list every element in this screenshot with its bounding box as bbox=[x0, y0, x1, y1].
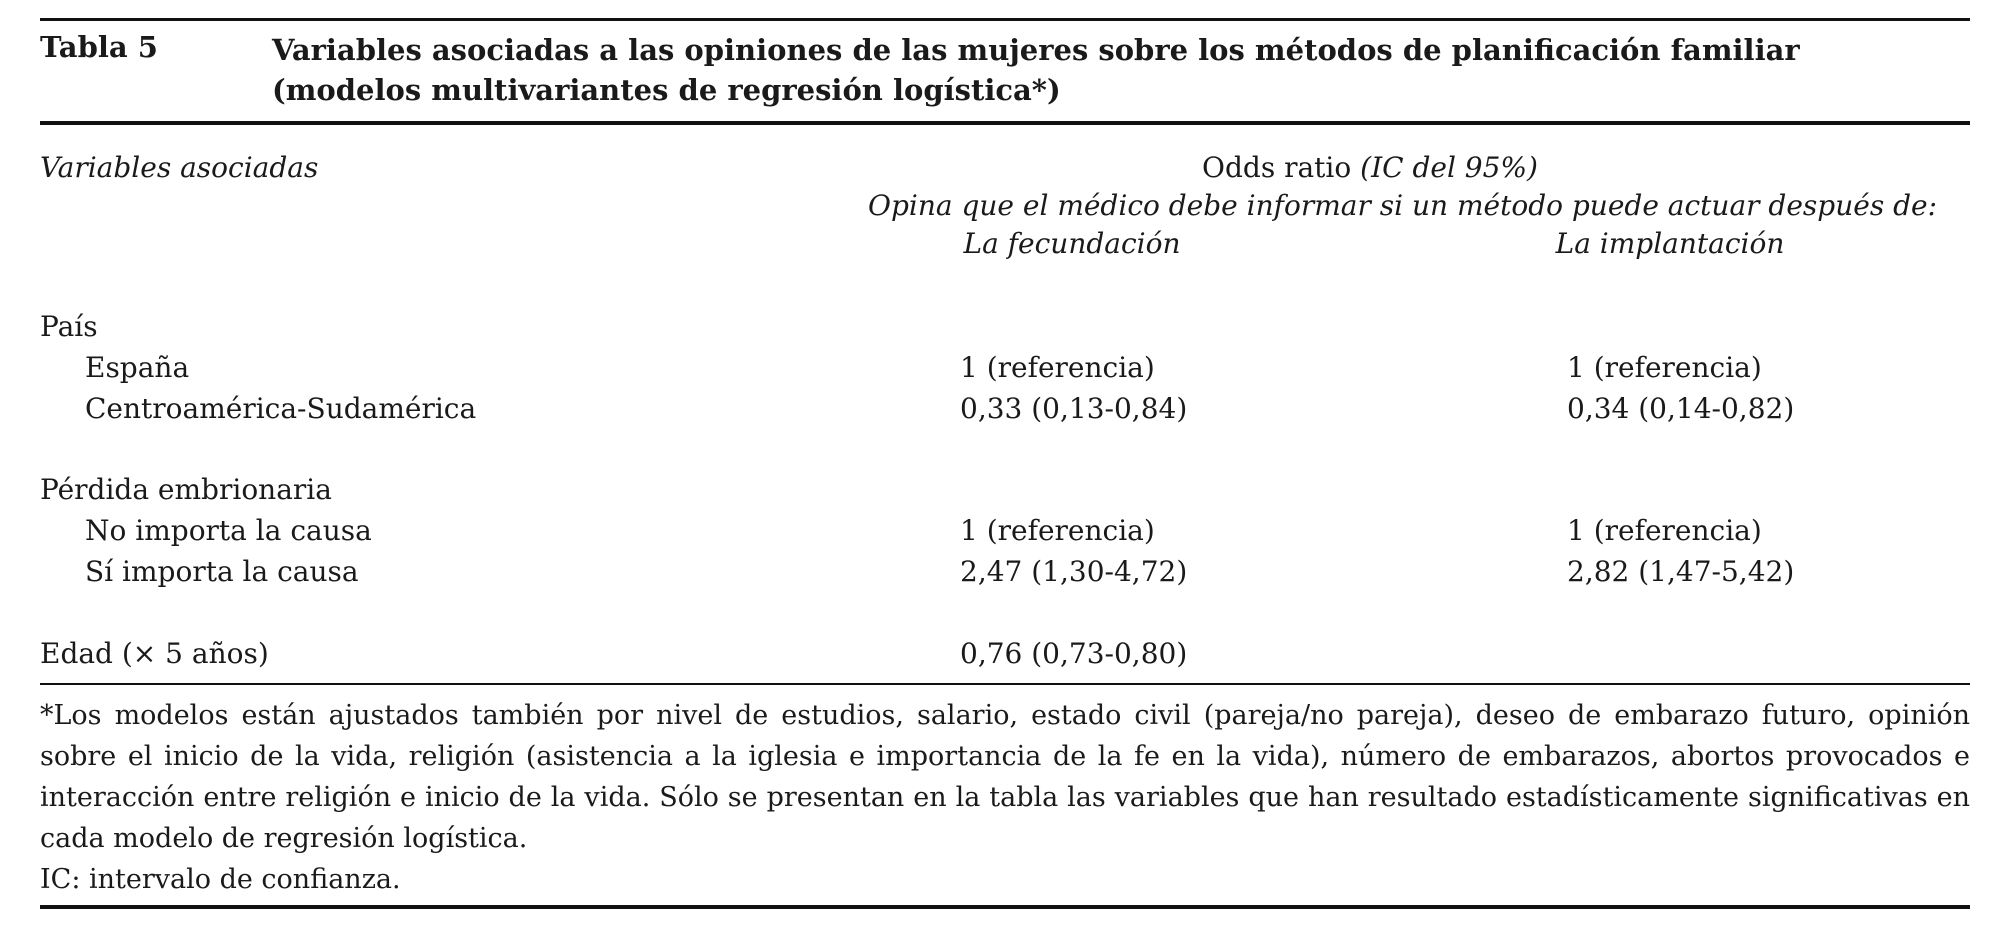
footnote-ic: IC: intervalo de confianza. bbox=[40, 864, 401, 895]
table-caption bbox=[40, 30, 1970, 110]
group-label-pais: País bbox=[40, 310, 98, 343]
group-label-edad: Edad (× 5 años) bbox=[40, 637, 269, 670]
table-label: Tabla 5 bbox=[40, 30, 158, 64]
row-value-implantacion: 2,82 (1,47-5,42) bbox=[1567, 555, 1795, 588]
col-implantacion-header: La implantación bbox=[1555, 227, 1785, 260]
table-title: Variables asociadas a las opiniones de las mujeres sobre los métodos de planificación familiar (modelos multivariantes de regresión logística*) bbox=[272, 33, 1800, 107]
row-value-implantacion: 0,34 (0,14-0,82) bbox=[1567, 392, 1795, 425]
table-footnotes bbox=[40, 695, 1970, 900]
bottom-rule bbox=[40, 905, 1970, 909]
row-name: No importa la causa bbox=[85, 514, 372, 547]
row-value-implantacion: 1 (referencia) bbox=[1567, 514, 1762, 547]
col-fecundacion-header: La fecundación bbox=[963, 227, 1181, 260]
row-value-fecundacion: 0,76 (0,73-0,80) bbox=[960, 637, 1188, 670]
opina-header: Opina que el médico debe informar si un método puede actuar después de: bbox=[868, 189, 1938, 222]
group-label-perdida: Pérdida embrionaria bbox=[40, 473, 332, 506]
row-name: España bbox=[85, 351, 190, 384]
footnote-models: *Los modelos están ajustados también por nivel de estudios, salario, estado civil (pareja/no pareja), deseo de embarazo futuro, opinión sobre el inicio de la vida, religión (asistencia a la iglesia e importancia de la fe en la vida), número de embarazos, abortos provocados e interacción entre religión e inicio de la vida. Sólo se presentan en la tabla las variables que han resultado estadísticamente significativas en cada modelo de regresión logística. bbox=[40, 700, 1970, 854]
row-name: Sí importa la causa bbox=[85, 555, 359, 588]
odds-ratio-header bbox=[1040, 150, 1700, 186]
row-value-fecundacion: 0,33 (0,13-0,84) bbox=[960, 392, 1188, 425]
row-value-fecundacion: 1 (referencia) bbox=[960, 351, 1155, 384]
row-value-implantacion: 1 (referencia) bbox=[1567, 351, 1762, 384]
row-value-fecundacion: 1 (referencia) bbox=[960, 514, 1155, 547]
row-value-fecundacion: 2,47 (1,30-4,72) bbox=[960, 555, 1188, 588]
body-rule bbox=[40, 683, 1970, 685]
odds-ratio-ci: (IC del 95%) bbox=[1360, 151, 1538, 184]
table-5 bbox=[40, 0, 1970, 927]
top-rule bbox=[40, 18, 1970, 21]
row-name: Centroamérica-Sudamérica bbox=[85, 392, 477, 425]
header-rule bbox=[40, 121, 1970, 125]
variables-header: Variables asociadas bbox=[40, 151, 319, 184]
odds-ratio-label: Odds ratio bbox=[1202, 151, 1352, 184]
